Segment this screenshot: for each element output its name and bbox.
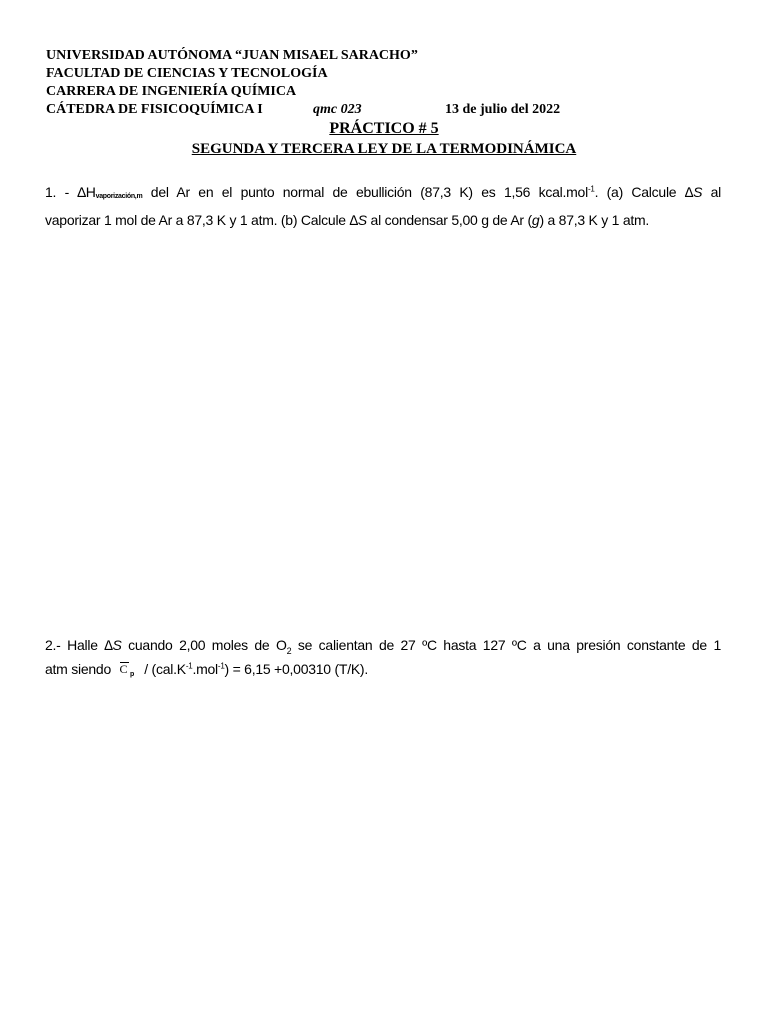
subscript: 2 — [286, 645, 292, 656]
superscript: -1 — [587, 184, 595, 194]
delta-h-subscript: vaporización,m — [95, 193, 143, 200]
superscript: -1 — [217, 661, 225, 671]
practice-topic: SEGUNDA Y TERCERA LEY DE LA TERMODINÁMICA — [191, 141, 577, 157]
problem-2-line-2 — [45, 657, 721, 681]
molar-heat-capacity-symbol — [119, 660, 139, 678]
problem-2-line-1 — [45, 633, 721, 657]
cp-subscript: p — [129, 671, 134, 678]
delta-s-symbol: ∆S — [104, 637, 122, 653]
problem-2 — [45, 633, 721, 681]
delta-s-symbol: ∆S — [349, 212, 367, 228]
problem-1-text-d: vaporizar 1 mol de Ar a 87,3 K y 1 atm. (b) Calcule — [45, 212, 350, 228]
gas-state: g — [531, 212, 540, 228]
problem-1-number: 1. - — [45, 184, 78, 200]
cp-letter: C — [119, 662, 127, 676]
practice-title: PRÁCTICO # 5 — [329, 120, 439, 137]
problem-2-text-f: ) = 6,15 +0,00310 (T/K). — [224, 661, 368, 677]
problem-1-text-c: al — [702, 184, 721, 200]
problem-1 — [45, 180, 721, 232]
problem-1-text-a: del Ar en el punto normal de ebullición (87,3 K) es 1,56 kcal.mol — [142, 184, 588, 200]
university-name: UNIVERSIDAD AUTÓNOMA “JUAN MISAEL SARACHO” — [46, 48, 418, 63]
career-name: CARRERA DE INGENIERÍA QUÍMICA — [46, 84, 297, 99]
problem-2-text-d: / (cal.K — [140, 661, 186, 677]
problem-1-text-e: al condensar 5,00 g de Ar ( — [366, 212, 532, 228]
problem-2-text-b: se calientan de 27 ºC hasta 127 ºC a una presión constante de 1 — [291, 637, 721, 653]
problem-1-text-f: ) a 87,3 K y 1 atm. — [539, 212, 650, 228]
problem-1-line-2 — [45, 208, 721, 232]
course-code: qmc 023 — [313, 102, 362, 117]
delta-h-symbol: ∆H — [77, 184, 96, 200]
document-date: 13 de julio del 2022 — [445, 102, 561, 117]
superscript: -1 — [185, 661, 193, 671]
delta-s-symbol: ∆S — [684, 184, 703, 200]
faculty-name: FACULTAD DE CIENCIAS Y TECNOLOGÍA — [46, 66, 328, 81]
problem-2-text-c: atm siendo — [45, 661, 115, 677]
problem-1-text-b: . (a) Calcule — [594, 184, 685, 200]
chair-name: CÁTEDRA DE FISICOQUÍMICA I — [46, 102, 263, 117]
problem-1-line-1 — [45, 180, 721, 208]
problem-2-number: 2.- Halle — [45, 637, 105, 653]
problem-2-text-a: cuando 2,00 moles de O — [121, 637, 287, 653]
cp-symbol-graphic — [119, 660, 139, 678]
problem-2-text-e: .mol — [192, 661, 218, 677]
